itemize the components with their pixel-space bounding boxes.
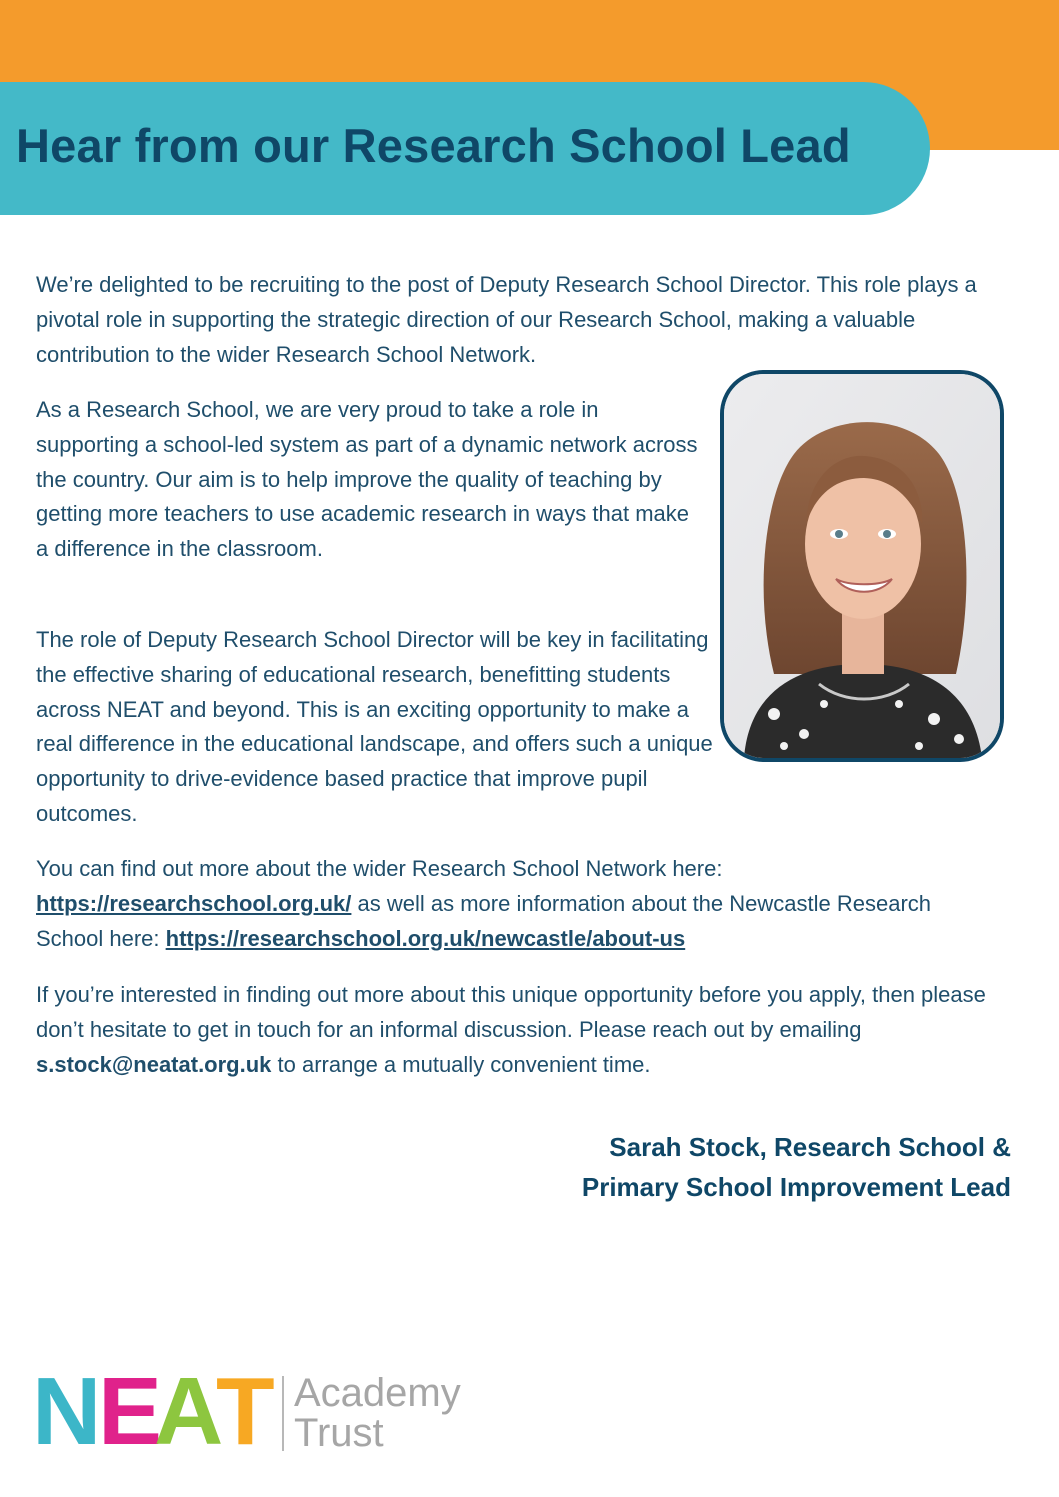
links-text-1: You can find out more about the wider Research School Network here: xyxy=(36,856,723,881)
logo-divider xyxy=(282,1376,284,1451)
portrait-illustration xyxy=(724,374,1000,758)
logo-letter-t: T xyxy=(216,1358,273,1465)
contact-text-1: If you’re interested in finding out more about this unique opportunity before you apply, then please don’t hesitate to get in touch for an informal discussion. Please reach out by emailing xyxy=(36,982,986,1042)
contact-email[interactable]: s.stock@neatat.org.uk xyxy=(36,1051,272,1077)
paragraph-role: The role of Deputy Research School Director will be key in facilitating the effective sharing of educational research, benefitting students across NEAT and beyond. This is an exciting opportunity to make a real difference in the educational landscape, and offers such a unique opportunity to drive-evidence based practice that improve pupil outcomes. xyxy=(36,627,713,826)
newcastle-about-link[interactable]: https://researchschool.org.uk/newcastle/about-us xyxy=(165,925,686,951)
logo-word-trust: Trust xyxy=(294,1411,384,1455)
logo-letter-e: E xyxy=(98,1358,161,1465)
paragraph-links xyxy=(36,852,996,956)
logo-word-academy: Academy xyxy=(294,1371,461,1415)
page-title: Hear from our Research School Lead xyxy=(16,119,851,172)
links-text-2: as well as more information about the Newcastle Research School here: xyxy=(36,890,932,951)
signature-line-1: Sarah Stock, Research School & xyxy=(609,1132,1011,1162)
paragraph-research-school: As a Research School, we are very proud to take a role in supporting a school-led system as part of a dynamic network across the country. Our aim is to help improve the quality of teaching by getting more teachers to use academic research in ways that make a difference in the classroom. xyxy=(36,397,698,562)
paragraph-contact xyxy=(36,978,1016,1082)
paragraph-intro: We’re delighted to be recruiting to the post of Deputy Research School Director. This role plays a pivotal role in supporting the strategic direction of our Research School, making a valuable contribution to the wider Research School Network. xyxy=(36,272,977,367)
logo-letter-n: N xyxy=(32,1358,100,1465)
logo-letter-a: A xyxy=(154,1358,222,1465)
contact-text-2: to arrange a mutually convenient time. xyxy=(271,1051,651,1077)
signature-line-2: Primary School Improvement Lead xyxy=(581,1172,1011,1202)
signature-block xyxy=(582,1127,1011,1207)
portrait-photo xyxy=(720,370,1004,762)
research-school-network-link[interactable]: https://researchschool.org.uk/ xyxy=(36,890,352,916)
